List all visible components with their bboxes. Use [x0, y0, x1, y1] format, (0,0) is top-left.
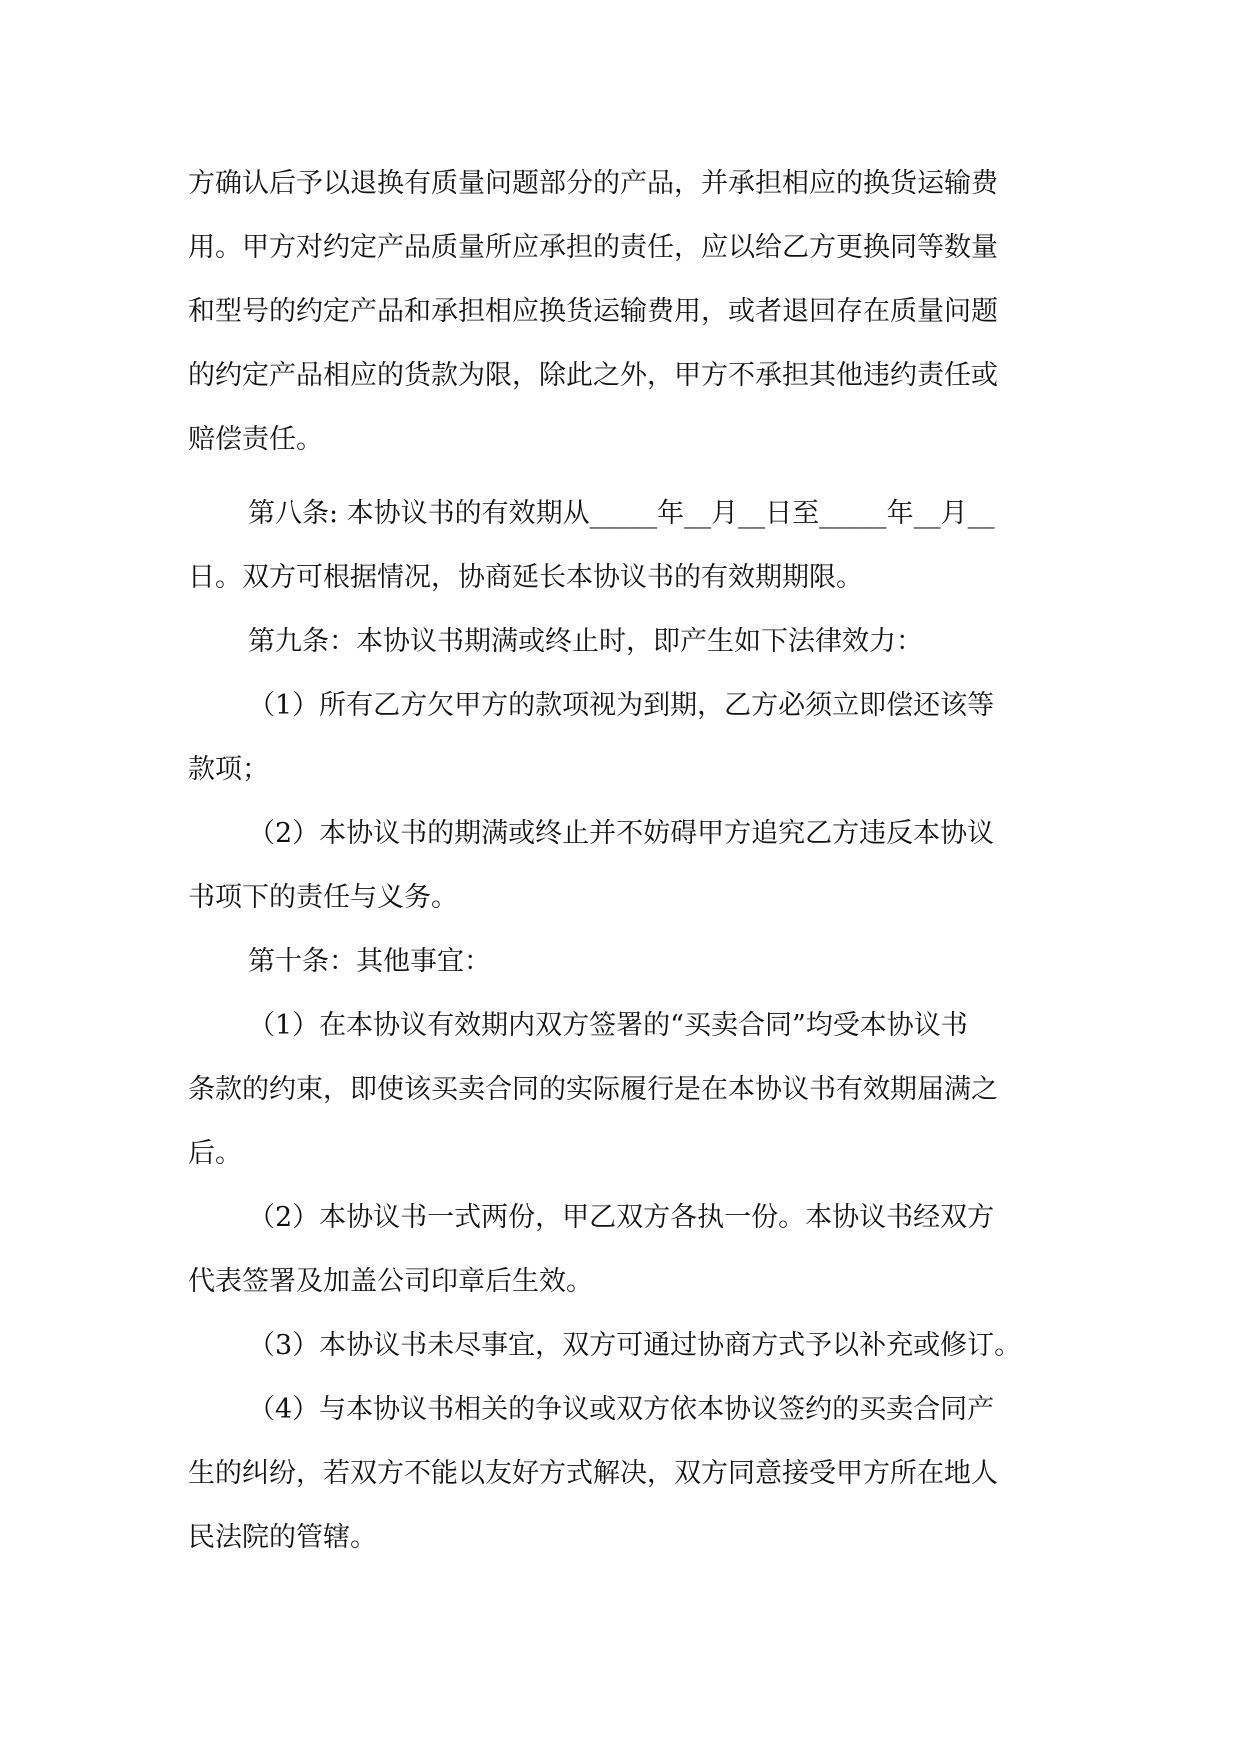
text-line-2: 用。甲方对约定产品质量所应承担的责任，应以给乙方更换同等数量	[188, 232, 998, 263]
article-10-item-1-line-3: 后。	[188, 1138, 242, 1169]
article-10-item-4-line-3: 民法院的管辖。	[188, 1522, 377, 1553]
article-10-item-1-line-2: 条款的约束，即使该买卖合同的实际履行是在本协议书有效期届满之	[188, 1074, 998, 1105]
text-line-1: 方确认后予以退换有质量问题部分的产品，并承担相应的换货运输费	[188, 168, 998, 199]
text-line-3: 和型号的约定产品和承担相应换货运输费用，或者退回存在质量问题	[188, 296, 998, 327]
article-10-item-4-line-2: 生的纠纷，若双方不能以友好方式解决，双方同意接受甲方所在地人	[188, 1458, 998, 1489]
article-9-heading: 第九条：本协议书期满或终止时，即产生如下法律效力：	[248, 626, 923, 657]
article-9-item-2-line-1: （2）本协议书的期满或终止并不妨碍甲方追究乙方违反本协议	[248, 818, 995, 849]
article-8-line-2: 日。双方可根据情况，协商延长本协议书的有效期期限。	[188, 562, 863, 593]
article-9-item-2-line-2: 书项下的责任与义务。	[188, 882, 458, 913]
article-8-line-1: 第八条: 本协议书的有效期从_____年__月__日至_____年__月__	[248, 498, 995, 529]
article-10-heading: 第十条：其他事宜：	[248, 946, 491, 977]
article-10-item-2-line-2: 代表签署及加盖公司印章后生效。	[188, 1266, 593, 1297]
article-9-item-1-line-1: （1）所有乙方欠甲方的款项视为到期，乙方必须立即偿还该等	[248, 690, 995, 721]
article-10-item-2-line-1: （2）本协议书一式两份，甲乙双方各执一份。本协议书经双方	[248, 1202, 995, 1233]
article-9-item-1-line-2: 款项；	[188, 754, 269, 785]
text-line-4: 的约定产品相应的货款为限，除此之外，甲方不承担其他违约责任或	[188, 360, 998, 391]
article-10-item-4-line-1: （4）与本协议书相关的争议或双方依本协议签约的买卖合同产	[248, 1394, 995, 1425]
text-line-5: 赔偿责任。	[188, 424, 323, 455]
article-10-item-3: （3）本协议书未尽事宜，双方可通过协商方式予以补充或修订。	[248, 1330, 1022, 1361]
article-10-item-1-line-1: （1）在本协议有效期内双方签署的“买卖合同”均受本协议书	[248, 1010, 968, 1041]
